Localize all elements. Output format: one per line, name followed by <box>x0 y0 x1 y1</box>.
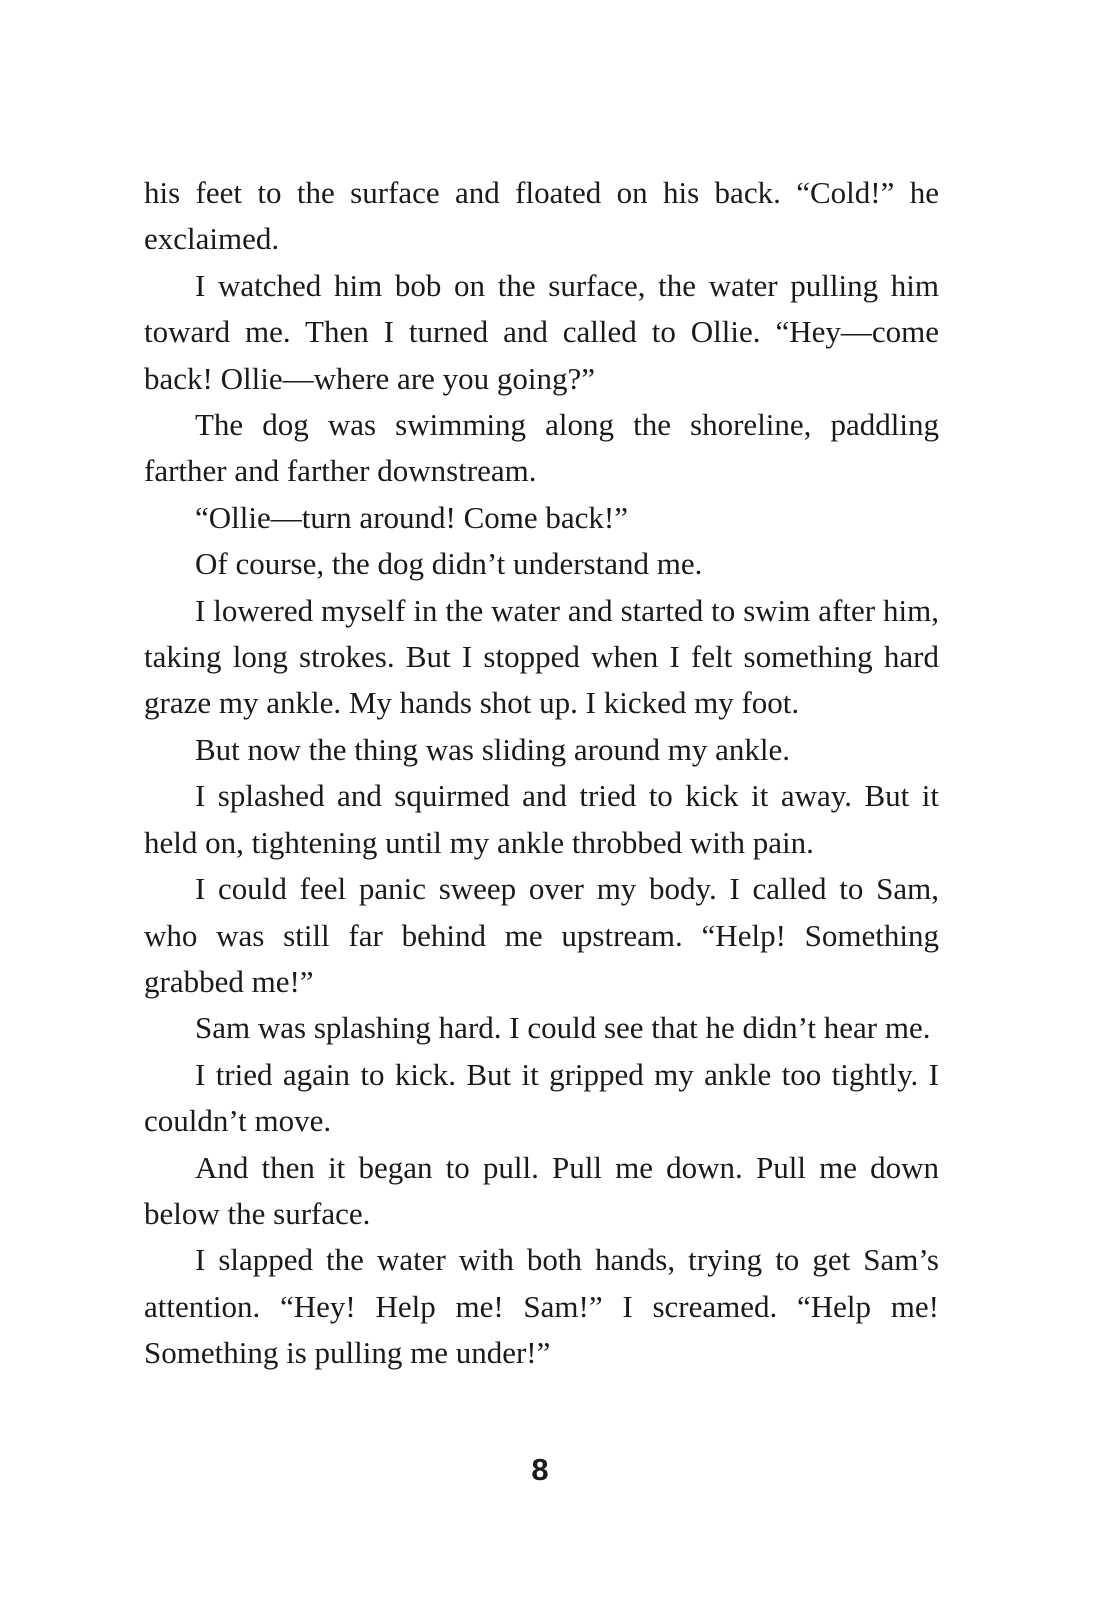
paragraph-7: But now the thing was sliding around my ankle. <box>195 731 790 767</box>
paragraph-6: I lowered myself in the water and started to swim after him, taking long strokes. But I stopped when I felt something hard graze my ankle. My hands shot up. I kicked my foot. <box>144 592 939 721</box>
paragraph-2: I watched him bob on the surface, the water pulling him toward me. Then I turned and called to Ollie. “Hey—come back! Ollie—where are you going?” <box>144 267 939 396</box>
paragraph-1: his feet to the surface and floated on his back. “Cold!” he exclaimed. <box>144 175 939 257</box>
paragraph-12: And then it began to pull. Pull me down. Pull me down below the surface. <box>144 1149 939 1231</box>
paragraph-3: The dog was swimming along the shoreline, paddling farther and farther downstream. <box>144 407 939 489</box>
paragraph-9: I could feel panic sweep over my body. I called to Sam, who was still far behind me upstream. “Help! Something grabbed me!” <box>144 871 939 999</box>
paragraph-4: “Ollie—turn around! Come back!” <box>195 499 628 535</box>
paragraph-10: Sam was splashing hard. I could see that he didn’t hear me. <box>195 1010 931 1046</box>
page-number: 8 <box>531 1452 549 1487</box>
paragraph-5: Of course, the dog didn’t understand me. <box>195 546 703 582</box>
body-text <box>144 170 939 1377</box>
paragraph-13: I slapped the water with both hands, trying to get Sam’s attention. “Hey! Help me! Sam!” I screamed. “Help me! Something is pulling me under!” <box>144 1242 939 1371</box>
paragraph-11: I tried again to kick. But it gripped my ankle too tightly. I couldn’t move. <box>144 1056 939 1139</box>
paragraph-8: I splashed and squirmed and tried to kick it away. But it held on, tightening until my ankle throbbed with pain. <box>144 778 939 860</box>
